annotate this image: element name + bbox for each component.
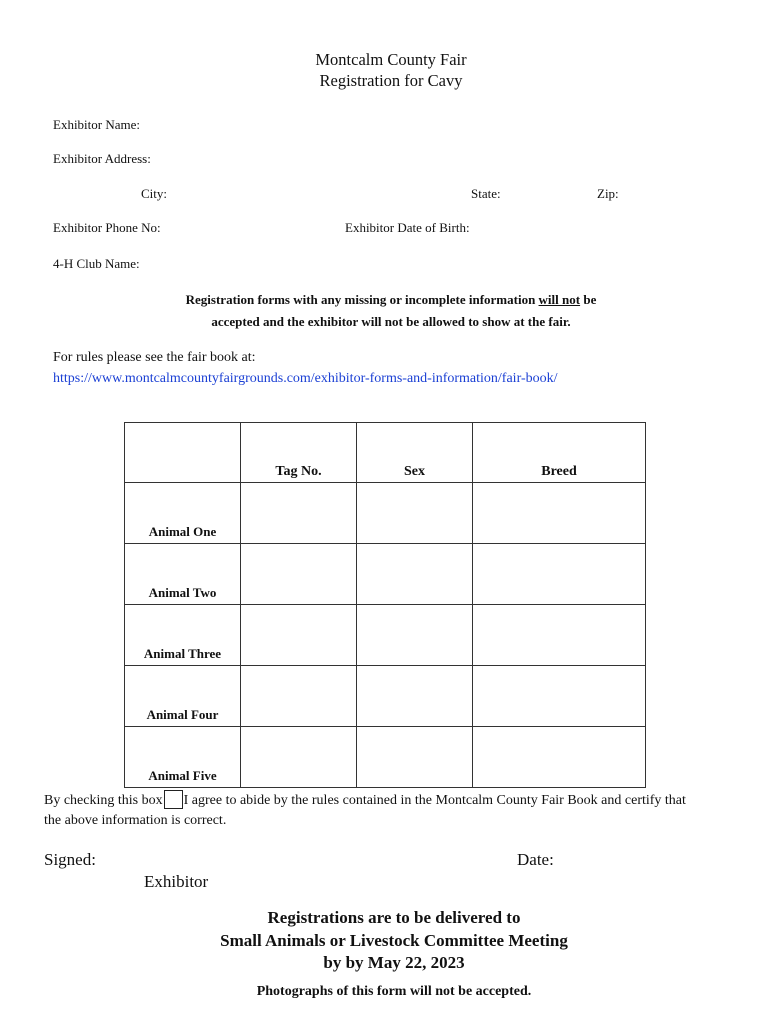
tag-cell[interactable] xyxy=(241,483,357,544)
animal-table xyxy=(124,422,646,788)
exhibitor-address-label: Exhibitor Address: xyxy=(53,151,151,166)
phone-label: Exhibitor Phone No: xyxy=(53,220,161,235)
sex-cell[interactable] xyxy=(357,605,473,666)
dob-label: Exhibitor Date of Birth: xyxy=(345,220,470,235)
exhibitor-caption: Exhibitor xyxy=(144,872,209,891)
breed-cell[interactable] xyxy=(473,727,646,788)
club-label: 4-H Club Name: xyxy=(53,256,140,271)
tag-cell[interactable] xyxy=(241,605,357,666)
table-row xyxy=(125,605,646,666)
animal-row-label: Animal Four xyxy=(125,666,241,727)
tag-cell[interactable] xyxy=(241,544,357,605)
table-header-row xyxy=(125,423,646,483)
animal-row-label: Animal Three xyxy=(125,605,241,666)
fair-book-link[interactable]: https://www.montcalmcountyfairgrounds.com/exhibitor-forms-and-information/fair-book/ xyxy=(53,371,558,386)
delivery-line2: Small Animals or Livestock Committee Meeting xyxy=(220,931,568,950)
table-row xyxy=(125,483,646,544)
breed-cell[interactable] xyxy=(473,544,646,605)
table-row xyxy=(125,544,646,605)
rules-intro: For rules please see the fair book at: xyxy=(53,350,256,365)
sex-cell[interactable] xyxy=(357,666,473,727)
city-label: City: xyxy=(141,186,168,201)
agreement-statement xyxy=(44,790,704,831)
signed-label: Signed: xyxy=(44,850,96,869)
breed-cell[interactable] xyxy=(473,605,646,666)
exhibitor-name-label: Exhibitor Name: xyxy=(53,117,141,132)
tag-cell[interactable] xyxy=(241,727,357,788)
agree-checkbox[interactable] xyxy=(164,790,183,809)
animal-row-label: Animal Two xyxy=(125,544,241,605)
sex-cell[interactable] xyxy=(357,483,473,544)
breed-cell[interactable] xyxy=(473,483,646,544)
date-label: Date: xyxy=(517,850,554,869)
table-row xyxy=(125,727,646,788)
sex-cell[interactable] xyxy=(357,544,473,605)
table-header-blank xyxy=(125,423,241,483)
delivery-line1: Registrations are to be delivered to xyxy=(267,908,521,927)
agreement-post: I agree to abide by the rules contained in the Montcalm County Fair Book and certify that the above information is correct. xyxy=(44,793,686,828)
photos-warning: Photographs of this form will not be accepted. xyxy=(256,984,532,999)
animal-row-label: Animal Five xyxy=(125,727,241,788)
table-header-breed: Breed xyxy=(473,423,646,483)
animal-row-label: Animal One xyxy=(125,483,241,544)
table-header-sex: Sex xyxy=(357,423,473,483)
incomplete-warning-line2: accepted and the exhibitor will not be allowed to show at the fair. xyxy=(211,314,571,329)
delivery-line3: by by May 22, 2023 xyxy=(323,953,465,972)
breed-cell[interactable] xyxy=(473,666,646,727)
tag-cell[interactable] xyxy=(241,666,357,727)
sex-cell[interactable] xyxy=(357,727,473,788)
incomplete-warning-line1: Registration forms with any missing or incomplete information will not be xyxy=(185,292,597,307)
form-subtitle: Registration for Cavy xyxy=(319,71,463,90)
agreement-pre: By checking this box xyxy=(44,793,163,808)
state-label: State: xyxy=(471,186,501,201)
table-header-tag: Tag No. xyxy=(241,423,357,483)
zip-label: Zip: xyxy=(597,186,619,201)
form-title: Montcalm County Fair xyxy=(315,50,467,69)
table-row xyxy=(125,666,646,727)
rules-link-wrap xyxy=(53,368,558,389)
